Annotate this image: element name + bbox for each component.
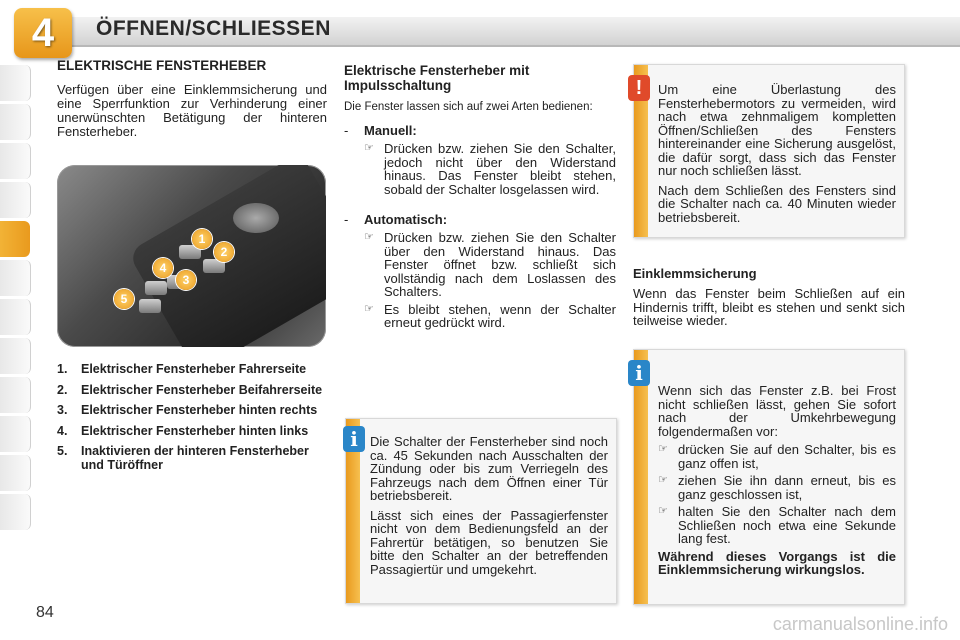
hand-pointer-icon: ☞	[364, 142, 374, 154]
chapter-badge: 4	[14, 8, 72, 58]
info-note-ignition	[345, 418, 617, 604]
chapter-tab[interactable]	[0, 494, 31, 530]
chapter-tab[interactable]	[0, 377, 31, 413]
frost-bullet: ☞ halten Sie den Schalter nach dem Schließen noch etwa eine Sekunde lang fest.	[658, 504, 896, 546]
info-icon: i	[628, 360, 650, 386]
callout-3: 3	[176, 270, 196, 290]
callout-4: 4	[153, 258, 173, 278]
legend-item: 1. Elektrischer Fensterheber Fahrerseite	[57, 362, 307, 376]
info-note-frost	[633, 349, 905, 605]
legend-item: 2. Elektrischer Fensterheber Beifahrerseite	[57, 382, 323, 397]
callout-5: 5	[114, 289, 134, 309]
pinch-section	[633, 266, 905, 328]
hand-pointer-icon: ☞	[364, 302, 374, 315]
page-number: 84	[36, 604, 54, 621]
hand-pointer-icon: ☞	[658, 505, 668, 517]
note-body: Wenn sich das Fenster z.B. bei Frost nicht schließen lässt, gehen Sie sofort nach der Umkehrbewegung folgendermaßen vor: ☞ drücken Sie auf den Schalter, bis es ganz offen ist, ☞ ziehen Sie ihn dann erneut, bis es ganz geschlossen ist, ☞ halten Sie den Schalter nach dem Schließen noch etwa eine Sekunde lang fest. Während dieses Vorgangs ist die Einklemmsicherung wirkungslos.	[658, 383, 896, 577]
manual-heading: - Manuell:	[344, 123, 417, 138]
legend-list	[57, 363, 332, 479]
chapter-tab[interactable]	[0, 143, 31, 179]
chapter-tab[interactable]	[0, 455, 31, 491]
chapter-tab[interactable]	[0, 299, 31, 335]
legend-item: 4. Elektrischer Fensterheber hinten links	[57, 423, 309, 438]
pinch-text: Wenn das Fenster beim Schließen auf ein Hindernis trifft, bleibt es stehen und senkt sich teilweise wieder.	[633, 286, 905, 328]
manual-bullet: ☞ Drücken bzw. ziehen Sie den Schalter, jedoch nicht über den Widerstand hinaus. Das Fenster bleibt stehen, sobald der Schalter losgelassen wird.	[364, 141, 616, 197]
pinch-title: Einklemmsicherung	[633, 266, 757, 281]
auto-bullet: ☞ Es bleibt stehen, wenn der Schalter erneut gedrückt wird.	[364, 301, 616, 330]
callout-2: 2	[214, 242, 234, 262]
middle-column	[344, 63, 616, 334]
switch-5	[139, 299, 161, 313]
impulse-subtitle: Die Fenster lassen sich auf zwei Arten bedienen:	[344, 101, 593, 113]
chapter-tab[interactable]	[0, 416, 31, 452]
switch-4	[145, 281, 167, 295]
hand-pointer-icon: ☞	[658, 443, 668, 455]
chapter-tab[interactable]	[0, 104, 31, 140]
intro-text: Verfügen über eine Einklemmsicherung und eine Sperrfunktion zur Verhinderung einer unerwünschten Betätigung der hinteren Fensterheber.	[57, 82, 327, 139]
note-body: Um eine Überlastung des Fensterhebermotors zu vermeiden, wird nach etwa zehnmaligem kompletten Öffnen/Schließen des Fensters hintereinander eine Sicherung ausgelöst, die dafür sorgt, dass sich das Fenster nur noch schließen lässt. Nach dem Schließen des Fensters sind die Schalter nach ca. 40 Minuten wieder betriebsbereit.	[658, 82, 896, 225]
chapter-tab[interactable]	[0, 182, 31, 218]
frost-bullet: ☞ ziehen Sie ihn dann erneut, bis es ganz geschlossen ist,	[658, 473, 896, 502]
section-title: ELEKTRISCHE FENSTERHEBER	[57, 58, 267, 73]
chapter-tab[interactable]	[0, 260, 31, 296]
legend-item: 3. Elektrischer Fensterheber hinten rechts	[57, 403, 318, 417]
auto-heading: - Automatisch:	[344, 212, 448, 227]
legend-item: 5. Inaktivieren der hinteren Fensterheber und Türöffner	[57, 444, 309, 472]
callout-1: 1	[192, 229, 212, 249]
note-body: Die Schalter der Fensterheber sind noch ca. 45 Sekunden nach Ausschalten der Zündung oder bis zum Verriegeln des Fahrzeugs nach dem Öffnen einer Tür betriebsbereit. Lässt sich eines der Passagierfenster nicht von dem Bedienungsfeld an der Fahrertür betätigen, so benutzen Sie bitte den Schalter an der betreffenden Passagiertür und umgekehrt.	[370, 434, 608, 577]
hand-pointer-icon: ☞	[364, 231, 374, 243]
impulse-title: Elektrische Fensterheber mit Impulsschaltung	[344, 63, 530, 93]
chapter-tabs	[0, 65, 30, 533]
page-title: ÖFFNEN/SCHLIESSEN	[96, 17, 331, 40]
watermark: carmanualsonline.info	[772, 614, 948, 634]
chapter-tab[interactable]	[0, 65, 31, 101]
window-switch-photo	[57, 165, 326, 347]
auto-bullet: ☞ Drücken bzw. ziehen Sie den Schalter über den Widerstand hinaus. Das Fenster öffnet bzw. schließt sich vollständig nach dem Loslassen des Schalters.	[364, 230, 616, 299]
chapter-tab[interactable]	[0, 338, 31, 374]
note-stripe	[634, 350, 648, 604]
hand-pointer-icon: ☞	[658, 474, 668, 486]
info-icon: i	[343, 426, 365, 452]
chapter-tab-active[interactable]	[0, 221, 30, 257]
mirror-knob	[233, 203, 279, 233]
warning-note	[633, 64, 905, 238]
warning-icon: !	[628, 75, 650, 101]
left-column	[57, 58, 327, 139]
frost-bullet: ☞ drücken Sie auf den Schalter, bis es ganz offen ist,	[658, 442, 896, 471]
